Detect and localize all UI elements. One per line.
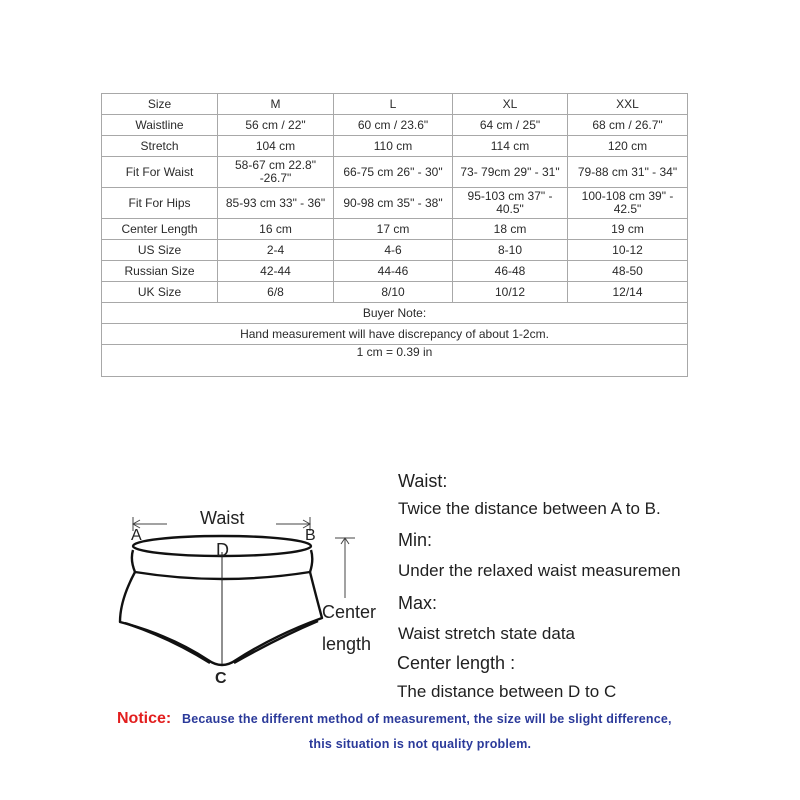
point-c-label: C xyxy=(215,670,227,687)
table-cell: 73- 79cm 29" - 31" xyxy=(453,157,568,188)
table-cell: 120 cm xyxy=(568,136,688,157)
table-cell: 16 cm xyxy=(218,219,334,240)
table-cell: 44-46 xyxy=(334,261,453,282)
point-d-label: D xyxy=(216,540,229,560)
table-cell: 66-75 cm 26" - 30" xyxy=(334,157,453,188)
row-label: Waistline xyxy=(102,115,218,136)
table-cell: 58-67 cm 22.8" -26.7" xyxy=(218,157,334,188)
min-definition-title: Min: xyxy=(398,530,433,550)
header-m: M xyxy=(218,94,334,115)
notice-title: Notice: xyxy=(117,710,172,727)
header-size: Size xyxy=(102,94,218,115)
table-cell: 56 cm / 22" xyxy=(218,115,334,136)
notice-text-line1: Because the different method of measurement, the size will be slight difference, xyxy=(182,712,672,726)
waist-definition-text: Twice the distance between A to B. xyxy=(398,499,661,518)
center-length-label-line1: Center xyxy=(322,602,377,622)
table-cell: 6/8 xyxy=(218,282,334,303)
row-label: Fit For Waist xyxy=(102,157,218,188)
table-cell: 12/14 xyxy=(568,282,688,303)
center-length-label-line2: length xyxy=(322,634,372,654)
min-definition-text: Under the relaxed waist measuremen xyxy=(398,561,681,580)
table-cell: 10/12 xyxy=(453,282,568,303)
table-cell: 8/10 xyxy=(334,282,453,303)
waist-definition-title: Waist: xyxy=(398,471,448,491)
table-cell: 79-88 cm 31" - 34" xyxy=(568,157,688,188)
table-cell: 85-93 cm 33" - 36" xyxy=(218,188,334,219)
point-a-label: A xyxy=(131,527,142,544)
row-label: Fit For Hips xyxy=(102,188,218,219)
waist-label: Waist xyxy=(200,508,245,528)
notice-text-line2: this situation is not quality problem. xyxy=(309,737,532,751)
buyer-note-heading: Buyer Note: xyxy=(102,303,688,324)
table-cell: 68 cm / 26.7" xyxy=(568,115,688,136)
table-cell: 90-98 cm 35" - 38" xyxy=(334,188,453,219)
table-cell: 17 cm xyxy=(334,219,453,240)
table-cell: 60 cm / 23.6" xyxy=(334,115,453,136)
table-cell: 95-103 cm 37" - 40.5" xyxy=(453,188,568,219)
header-xl: XL xyxy=(453,94,568,115)
row-label: UK Size xyxy=(102,282,218,303)
point-b-label: B xyxy=(305,527,316,544)
center-length-definition-text: The distance between D to C xyxy=(397,682,617,701)
header-xxl: XXL xyxy=(568,94,688,115)
table-cell: 114 cm xyxy=(453,136,568,157)
center-length-definition-title: Center length : xyxy=(397,653,516,673)
header-l: L xyxy=(334,94,453,115)
table-cell: 64 cm / 25" xyxy=(453,115,568,136)
row-label: US Size xyxy=(102,240,218,261)
table-cell: 42-44 xyxy=(218,261,334,282)
table-cell: 18 cm xyxy=(453,219,568,240)
row-label: Stretch xyxy=(102,136,218,157)
unit-conversion-note: 1 cm = 0.39 in xyxy=(102,345,688,377)
table-cell: 104 cm xyxy=(218,136,334,157)
max-definition-text: Waist stretch state data xyxy=(398,624,575,643)
max-definition-title: Max: xyxy=(398,593,438,613)
row-label: Russian Size xyxy=(102,261,218,282)
table-cell: 48-50 xyxy=(568,261,688,282)
table-cell: 8-10 xyxy=(453,240,568,261)
table-cell: 46-48 xyxy=(453,261,568,282)
row-label: Center Length xyxy=(102,219,218,240)
table-cell: 100-108 cm 39" - 42.5" xyxy=(568,188,688,219)
table-cell: 2-4 xyxy=(218,240,334,261)
table-cell: 110 cm xyxy=(334,136,453,157)
buyer-note-text: Hand measurement will have discrepancy of about 1-2cm. xyxy=(102,324,688,345)
table-cell: 4-6 xyxy=(334,240,453,261)
table-cell: 10-12 xyxy=(568,240,688,261)
table-cell: 19 cm xyxy=(568,219,688,240)
